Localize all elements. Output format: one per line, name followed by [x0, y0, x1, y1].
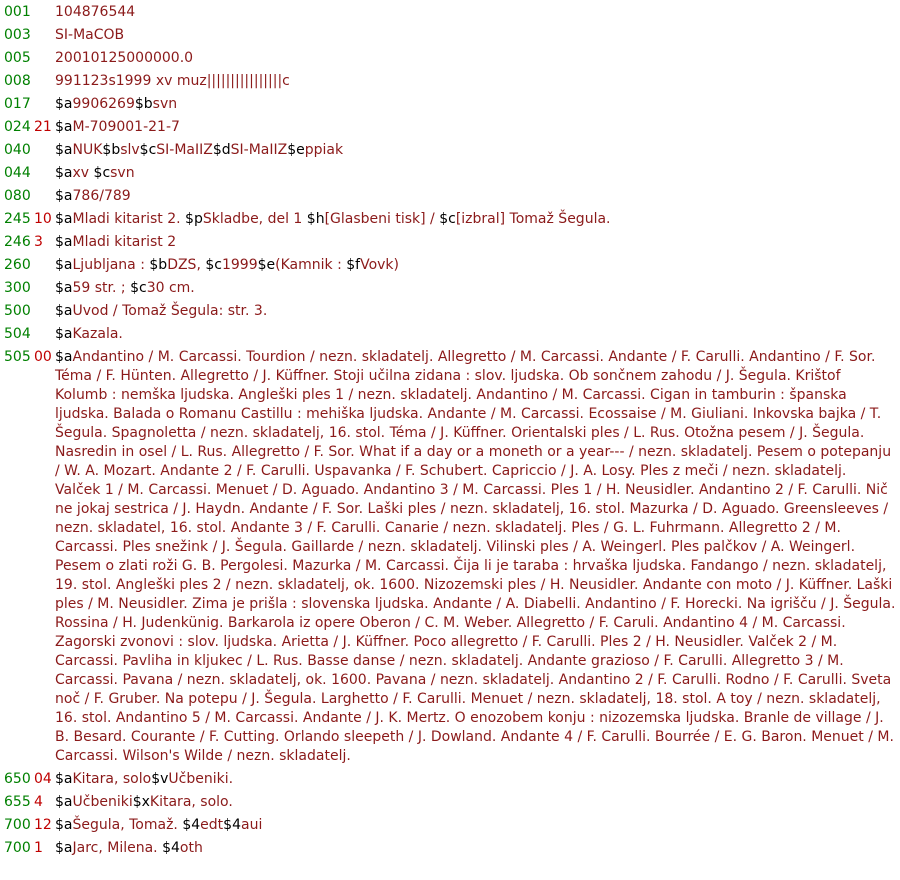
subfield-value: ppiak [304, 142, 344, 158]
field-content [55, 47, 896, 70]
subfield-code: $a [55, 771, 73, 787]
subfield-value: xv [72, 165, 94, 181]
subfield-value: 1999 [221, 257, 258, 273]
subfield-code: $a [55, 280, 73, 296]
field-tag: 044 [4, 165, 31, 181]
subfield-code: $b [134, 96, 153, 112]
marc-field-245 [4, 208, 896, 231]
field-content [55, 208, 896, 231]
field-indicators: 10 [34, 211, 52, 227]
subfield-value: Vovk) [360, 257, 400, 273]
subfield-code: $a [55, 326, 73, 342]
subfield-value: 20010125000000.0 [55, 50, 194, 66]
subfield-code: $a [55, 96, 73, 112]
marc-field-246 [4, 231, 896, 254]
field-content [55, 346, 896, 768]
field-content [55, 70, 896, 93]
subfield-code: $c [93, 165, 111, 181]
field-tag: 040 [4, 142, 31, 158]
field-content [55, 231, 896, 254]
field-tag: 300 [4, 280, 31, 296]
field-indicators: 1 [34, 840, 43, 856]
subfield-code: $a [55, 303, 73, 319]
subfield-value: Uvod / Tomaž Šegula: str. 3. [72, 303, 268, 319]
subfield-code: $a [55, 794, 73, 810]
field-indicators: 00 [34, 349, 52, 365]
subfield-value: (Kamnik : [275, 257, 347, 273]
field-content [55, 24, 896, 47]
subfield-code: $h [306, 211, 325, 227]
field-content [55, 837, 896, 860]
subfield-value: [izbral] Tomaž Šegula. [455, 211, 611, 227]
subfield-code: $d [212, 142, 231, 158]
field-tag: 245 [4, 211, 31, 227]
field-tag: 024 [4, 119, 31, 135]
subfield-code: $b [102, 142, 121, 158]
marc-field-650 [4, 768, 896, 791]
marc-field-005 [4, 47, 896, 70]
subfield-code: $a [55, 119, 73, 135]
subfield-value: 59 str. ; [72, 280, 131, 296]
field-tag: 001 [4, 4, 31, 20]
field-content [55, 185, 896, 208]
field-content [55, 1, 896, 24]
subfield-code: $4 [162, 840, 180, 856]
field-content [55, 162, 896, 185]
marc-field-080 [4, 185, 896, 208]
subfield-value: DZS, [167, 257, 206, 273]
subfield-value: SI-MaIIZ [156, 142, 213, 158]
subfield-code: $a [55, 234, 73, 250]
subfield-value: svn [152, 96, 178, 112]
subfield-value: Šegula, Tomaž. [72, 817, 183, 833]
marc-field-504 [4, 323, 896, 346]
marc-field-001 [4, 1, 896, 24]
subfield-code: $a [55, 817, 73, 833]
subfield-value: M-709001-21-7 [72, 119, 180, 135]
subfield-value: Mladi kitarist 2. [72, 211, 186, 227]
field-tag: 246 [4, 234, 31, 250]
subfield-code: $a [55, 840, 73, 856]
marc-field-505 [4, 346, 896, 768]
subfield-code: $c [205, 257, 222, 273]
field-content [55, 277, 896, 300]
subfield-value: SI-MaCOB [55, 27, 125, 43]
subfield-value: NUK [72, 142, 103, 158]
marc-field-008 [4, 70, 896, 93]
field-tag: 500 [4, 303, 31, 319]
subfield-value: SI-MaIIZ [230, 142, 288, 158]
subfield-code: $4 [182, 817, 201, 833]
field-tag: 504 [4, 326, 31, 342]
field-tag: 655 [4, 794, 31, 810]
subfield-value: Jarc, Milena. [72, 840, 163, 856]
marc-field-700 [4, 837, 896, 860]
subfield-value: 9906269 [72, 96, 135, 112]
subfield-value: Mladi kitarist 2 [72, 234, 177, 250]
field-indicators: 4 [34, 794, 43, 810]
field-tag: 080 [4, 188, 31, 204]
marc-field-017 [4, 93, 896, 116]
field-tag: 505 [4, 349, 31, 365]
field-content [55, 300, 896, 323]
subfield-code: $e [257, 257, 276, 273]
subfield-value: Skladbe, del 1 [202, 211, 307, 227]
field-tag: 650 [4, 771, 31, 787]
field-content [55, 116, 896, 139]
subfield-code: $v [151, 771, 169, 787]
field-content [55, 139, 896, 162]
subfield-code: $e [287, 142, 305, 158]
marc-field-300 [4, 277, 896, 300]
field-tag: 008 [4, 73, 31, 89]
field-content [55, 93, 896, 116]
field-content [55, 254, 896, 277]
marc-field-024 [4, 116, 896, 139]
field-content [55, 791, 896, 814]
field-indicators: 04 [34, 771, 52, 787]
subfield-code: $a [55, 211, 73, 227]
field-indicators: 3 [34, 234, 43, 250]
subfield-code: $a [55, 142, 73, 158]
subfield-value: aui [241, 817, 263, 833]
subfield-value: Kitara, solo. [149, 794, 233, 810]
subfield-code: $c [130, 280, 147, 296]
subfield-value: Kitara, solo [72, 771, 152, 787]
field-content [55, 323, 896, 346]
subfield-value: Andantino / M. Carcassi. Tourdion / nezn. skladatelj. Allegretto / M. Carcassi. Andante / F. Carulli. Andantino / F. Sor. Téma / F. Hünten. Allegretto / J. Küffner. Stoji učilna zidana : slov. ljudska. Ob sončnem zahodu / J. Šegula. Krištof Kolumb : nemška ljudska. Angleški ples 1 / nezn. skladatelj. Andantino / M. Carcassi. Cigan in tamburin : španska ljudska. Balada o Romanu Castillu : mehiška ljudska. Andante / M. Carcassi. Ecossaise / M. Giuliani. Inkovska bajka / T. Šegula. Spagnoletta / nezn. skladatelj, 16. stol. Téma / J. Küffner. Orientalski ples / L. Rus. Otožna pesem / J. Šegula. Nasredin in osel / L. Rus. Allegretto / F. Sor. What if a day or a moneth or a year--- / nezn. skladatelj. Pesem o potepanju / W. A. Mozart. Andante 2 / F. Carulli. Uspavanka / F. Schubert. Capriccio / J. A. Losy. Ples z meči / nezn. skladatelj. Valček 1 / M. Carcassi. Menuet / D. Aguado. Andantino 3 / M. Carcassi. Ples 1 / H. Neusidler. Andantino 2 / F. Carulli. Nič ne jokaj sestrica / J. Haydn. Andante / F. Sor. Laški ples / nezn. skladatelj, 16. stol. Mazurka / D. Aguado. Greensleeves / nezn. skladatel, 16. stol. Andante 3 / F. Carulli. Canarie / nezn. skladatelj. Ples / G. L. Fuhrmann. Allegretto 2 / M. Carcassi. Ples snežink / J. Šegula. Gaillarde / nezn. skladatelj. Vilinski ples / A. Weingerl. Ples palčkov / A. Weingerl. Pesem o zlati roži G. B. Pergolesi. Mazurka / M. Carcassi. Čija li je taraba : hrvaška ljudska. Fandango / nezn. skladatelj, 19. stol. Angleški ples 2 / nezn. skladatelj, ok. 1600. Nizozemski ples / H. Neusidler. Andante con moto / J. Küffner. Laški ples / M. Neusidler. Zima je prišla : slovenska ljudska. Andante / A. Diabelli. Andantino / F. Horecki. Na igrišču / J. Šegula. Rossina / H. Judenkünig. Barkarola iz opere Oberon / C. M. Weber. Allegretto / F. Caruli. Andantino 4 / M. Carcassi. Zagorski zvonovi : slov. ljudska. Arietta / J. Küffner. Poco allegretto / F. Carulli. Ples 2 / H. Neusidler. Valček 2 / M. Carcassi. Pavliha in kljukec / L. Rus. Basse danse / nezn. skladatelj. Andante grazioso / F. Carulli. Allegretto 3 / M. Carcassi. Pavana / nezn. skladatelj, ok. 1600. Pavana / nezn. skladatelj. Andantino 2 / F. Carulli. Rodno / F. Carulli. Sveta noč / F. Gruber. Na potepu / J. Šegula. Larghetto / F. Carulli. Menuet / nezn. skladatelj, 18. stol. A toy / nezn. skladatelj, 16. stol. Andantino 5 / M. Carcassi. Andante / J. K. Mertz. O enozobem konju : nizozemska ljudska. Branle de village / J. B. Besard. Courante / F. Cutting. Orlando sleepeth / J. Dowland. Andante 4 / F. Carulli. Bourrée / E. G. Baron. Menuet / M. Carcassi. Wilson's Wilde / nezn. skladatelj. [55, 349, 896, 764]
subfield-value: slv [120, 142, 140, 158]
marc-field-655 [4, 791, 896, 814]
subfield-value: oth [179, 840, 203, 856]
subfield-value: Učbeniki [72, 794, 133, 810]
subfield-code: $a [55, 165, 73, 181]
subfield-value: Učbeniki. [168, 771, 234, 787]
subfield-value: Ljubljana : [72, 257, 150, 273]
field-tag: 700 [4, 817, 31, 833]
subfield-code: $c [439, 211, 456, 227]
subfield-code: $p [185, 211, 203, 227]
marc-field-500 [4, 300, 896, 323]
subfield-value: 991123s1999 xv muz||||||||||||||||c [55, 73, 290, 89]
marc-field-003 [4, 24, 896, 47]
field-tag: 003 [4, 27, 31, 43]
field-tag: 005 [4, 50, 31, 66]
field-tag: 017 [4, 96, 31, 112]
subfield-value: Kazala. [72, 326, 123, 342]
field-tag: 700 [4, 840, 31, 856]
subfield-value: svn [110, 165, 135, 181]
subfield-code: $x [132, 794, 150, 810]
field-indicators: 21 [34, 119, 52, 135]
marc-field-260 [4, 254, 896, 277]
subfield-code: $a [55, 349, 73, 365]
marc-field-044 [4, 162, 896, 185]
subfield-value: 104876544 [55, 4, 136, 20]
field-indicators: 12 [34, 817, 52, 833]
subfield-code: $f [346, 257, 361, 273]
subfield-value: 30 cm. [146, 280, 195, 296]
subfield-value: [Glasbeni tisk] / [324, 211, 440, 227]
marc-field-700 [4, 814, 896, 837]
subfield-code: $a [55, 257, 73, 273]
subfield-value: edt [200, 817, 224, 833]
subfield-code: $c [139, 142, 157, 158]
subfield-value: 786/789 [72, 188, 131, 204]
subfield-code: $b [149, 257, 168, 273]
marc-field-040 [4, 139, 896, 162]
field-content [55, 814, 896, 837]
subfield-code: $4 [223, 817, 241, 833]
subfield-code: $a [55, 188, 73, 204]
field-tag: 260 [4, 257, 31, 273]
field-content [55, 768, 896, 791]
